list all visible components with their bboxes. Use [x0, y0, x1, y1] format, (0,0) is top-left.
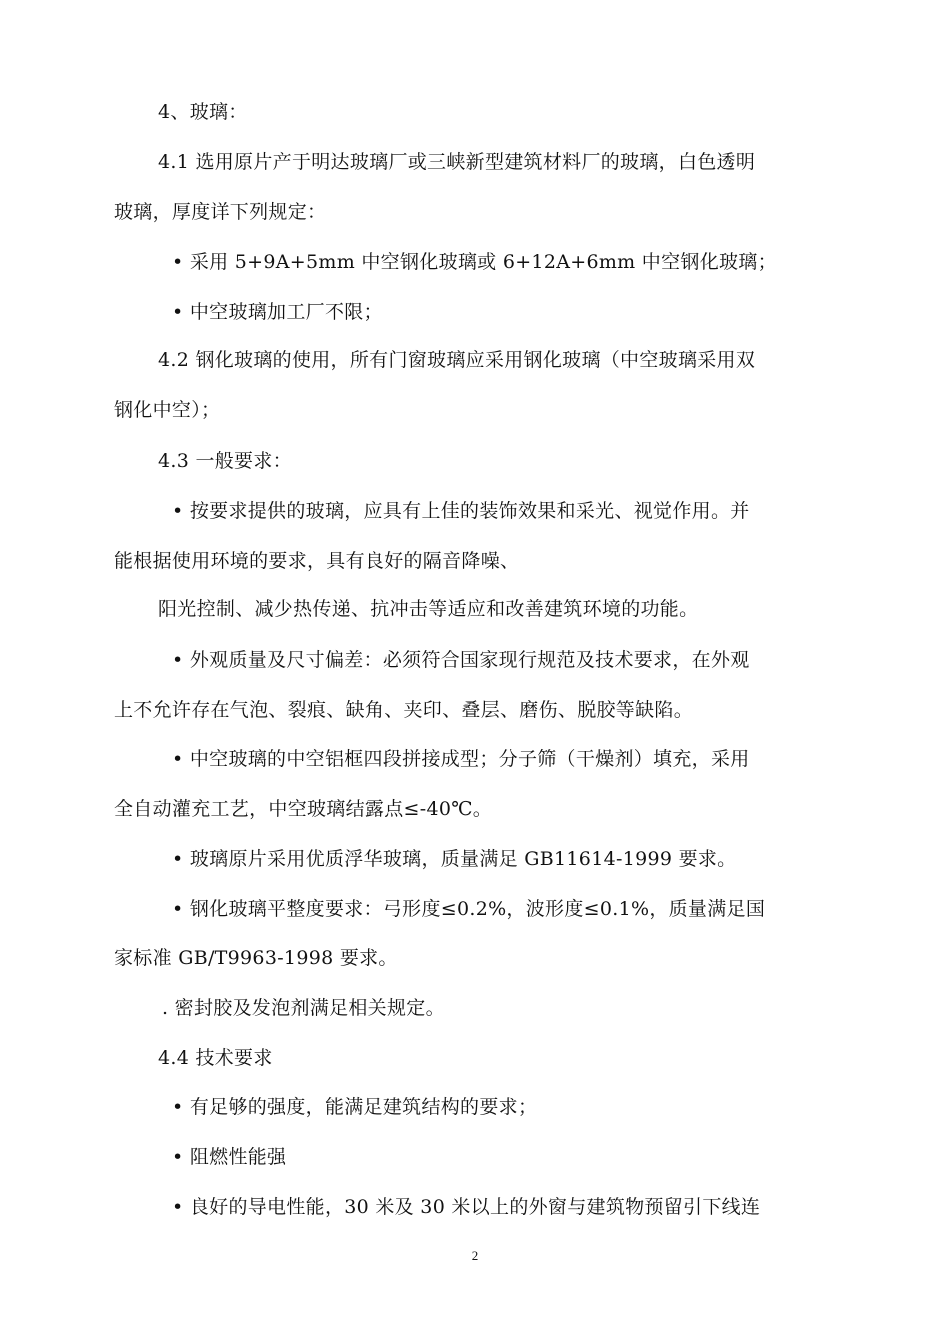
bullet-decoration-line-3: 阳光控制、减少热传递、抗冲击等适应和改善建筑环境的功能。: [158, 598, 699, 620]
paragraph-4-2-line-2: 钢化中空）；: [114, 399, 221, 421]
bullet-flatness-line-2: 家标准 GB/T9963-1998 要求。: [114, 947, 398, 969]
paragraph-4-2-line-1: 4.2 钢化玻璃的使用，所有门窗玻璃应采用钢化玻璃（中空玻璃采用双: [158, 349, 756, 371]
bullet-strength: • 有足够的强度，能满足建筑结构的要求；: [172, 1096, 538, 1118]
bullet-conductivity: • 良好的导电性能，30 米及 30 米以上的外窗与建筑物预留引下线连: [172, 1196, 761, 1218]
bullet-flatness-line-1: • 钢化玻璃平整度要求：弓形度≤0.2%，波形度≤0.1%，质量满足国: [172, 898, 766, 920]
bullet-float-glass: • 玻璃原片采用优质浮华玻璃，质量满足 GB11614-1999 要求。: [172, 848, 737, 870]
bullet-decoration-line-2: 能根据使用环境的要求，具有良好的隔音降噪、: [114, 550, 520, 572]
bullet-factory: • 中空玻璃加工厂不限；: [172, 301, 383, 323]
bullet-appearance-line-1: • 外观质量及尺寸偏差：必须符合国家现行规范及技术要求，在外观: [172, 649, 750, 671]
bullet-glass-spec: • 采用 5+9A+5mm 中空钢化玻璃或 6+12A+6mm 中空钢化玻璃；: [172, 251, 777, 273]
heading-4-3: 4.3 一般要求：: [158, 450, 292, 472]
paragraph-4-1-line-2: 玻璃，厚度详下列规定：: [114, 201, 327, 223]
heading-glass: 4、玻璃：: [158, 101, 248, 123]
bullet-aluminum-frame-line-1: • 中空玻璃的中空铝框四段拼接成型；分子筛（干燥剂）填充，采用: [172, 748, 750, 770]
bullet-appearance-line-2: 上不允许存在气泡、裂痕、缺角、夹印、叠层、磨伤、脱胶等缺陷。: [114, 699, 694, 721]
bullet-sealant: . 密封胶及发泡剂满足相关规定。: [162, 997, 445, 1019]
bullet-flame-retardant: • 阻燃性能强: [172, 1146, 287, 1168]
bullet-decoration-line-1: • 按要求提供的玻璃，应具有上佳的装饰效果和采光、视觉作用。并: [172, 500, 750, 522]
paragraph-4-1-line-1: 4.1 选用原片产于明达玻璃厂或三峡新型建筑材料厂的玻璃，白色透明: [158, 151, 756, 173]
page-number: 2: [471, 1248, 479, 1263]
bullet-aluminum-frame-line-2: 全自动灌充工艺，中空玻璃结露点≤-40℃。: [114, 798, 493, 820]
heading-4-4: 4.4 技术要求: [158, 1047, 273, 1069]
